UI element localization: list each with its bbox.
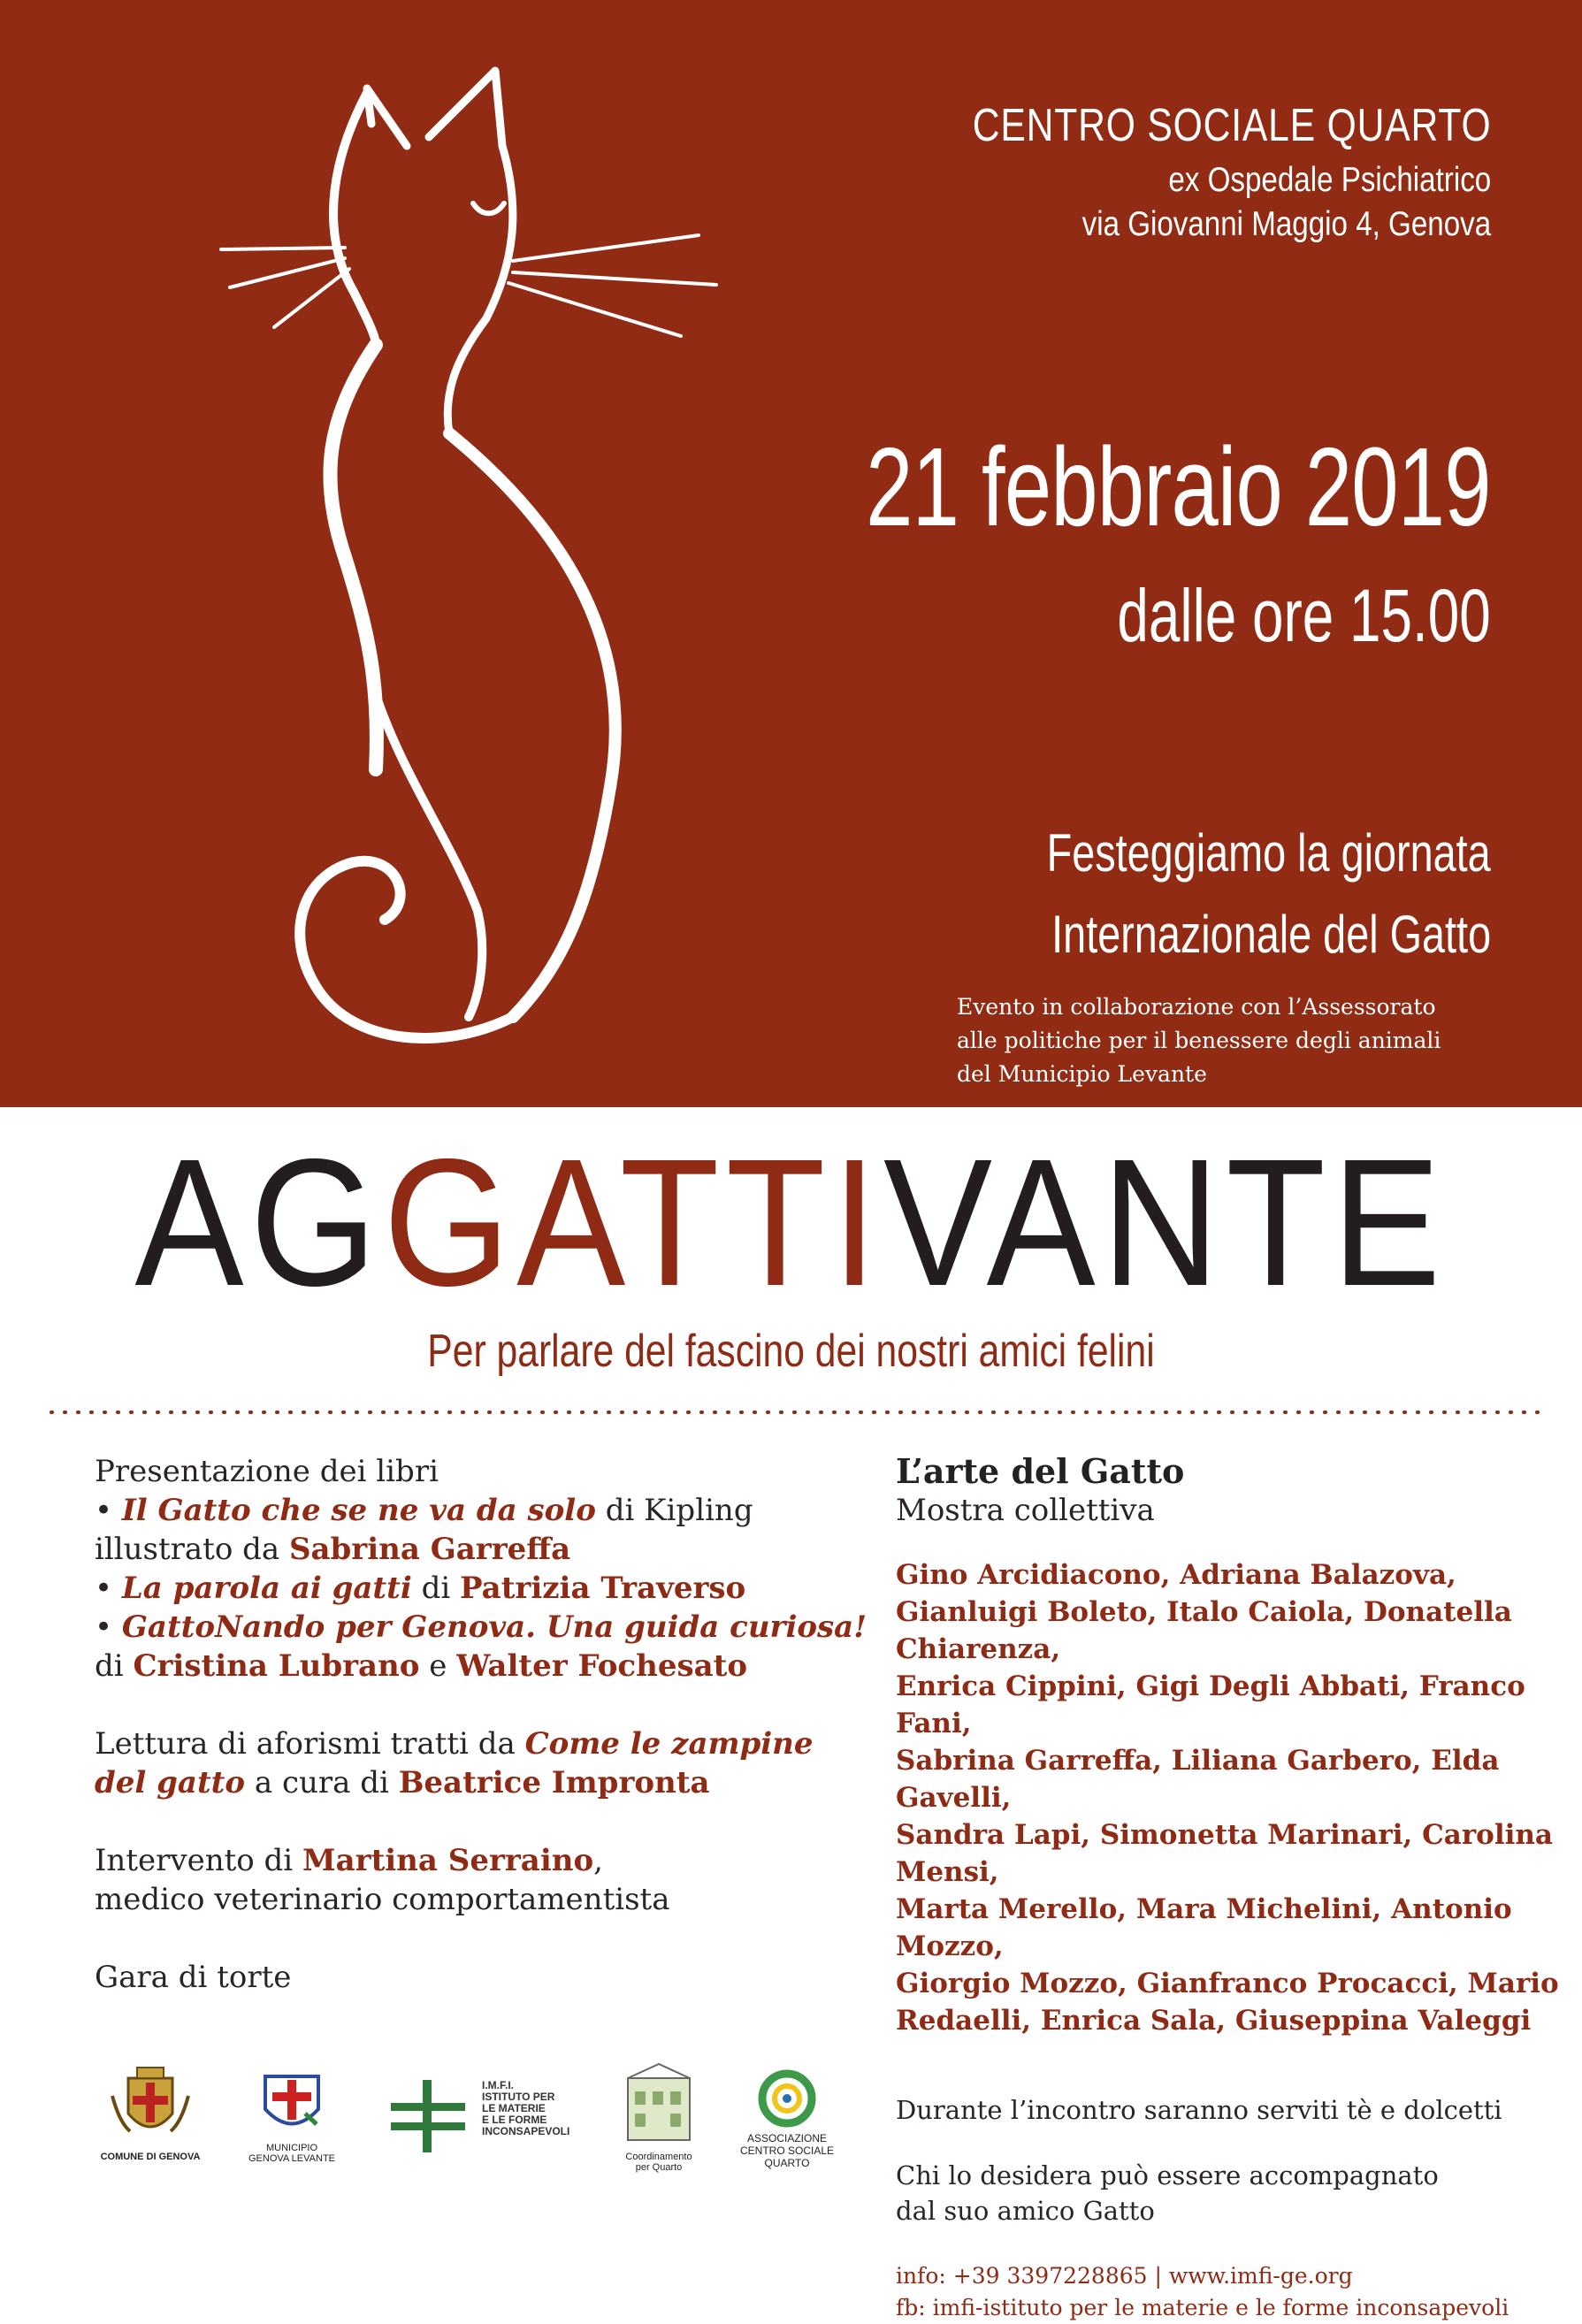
building-icon <box>619 2060 699 2149</box>
illustrator-name: Sabrina Garreffa <box>288 1532 571 1567</box>
coat-of-arms-icon <box>102 2060 199 2149</box>
event-time: dalle ore 15.00 <box>1117 574 1491 657</box>
venue-name: CENTRO SOCIALE QUARTO <box>972 100 1491 151</box>
associazione-logo <box>734 2068 840 2169</box>
municipio-logo <box>248 2069 336 2164</box>
book-2-title: La parola ai gatti <box>121 1571 412 1606</box>
talk-line: Intervento di Martina Serraino, <box>95 1843 603 1878</box>
and-label: e <box>429 1648 447 1684</box>
festival-line-1: Festeggiamo la giornata <box>1046 823 1491 883</box>
imfi-cross-icon <box>380 2076 478 2156</box>
exhibit-title: L’arte del Gatto <box>896 1451 1185 1491</box>
venue-address: via Giovanni Maggio 4, Genova <box>1081 205 1491 243</box>
refreshments-note: Durante l’incontro saranno serviti tè e dolcetti <box>896 2095 1502 2125</box>
header-banner <box>0 0 1582 1107</box>
artists-line: Sandra Lapi, Simonetta Marinari, Carolina Mensi, <box>896 1819 1554 1888</box>
book-1-illustrator-line <box>95 1530 873 1569</box>
event-subtitle: Per parlare del fascino dei nostri amici felini <box>427 1326 1155 1377</box>
exhibit-subtitle: Mostra collettiva <box>896 1493 1155 1528</box>
municipio-label-1: MUNICIPIO <box>265 2143 318 2153</box>
book-3: • GattoNando per Genova. Una guida curiosa! <box>95 1609 867 1645</box>
festival-line-2: Internazionale del Gatto <box>1051 905 1491 964</box>
imfi-label-5: INCONSAPEVOLI <box>482 2125 570 2137</box>
artists-list <box>896 1556 1568 2039</box>
title-part-2: GATTI <box>383 1121 884 1324</box>
talk-role: medico veterinario comportamentista <box>95 1882 670 1917</box>
book-1-author: di Kipling <box>605 1493 753 1528</box>
books-heading: Presentazione dei libri <box>95 1454 439 1489</box>
artists-line: Gianluigi Boleto, Italo Caiola, Donatella Chiarenza, <box>896 1596 1512 1665</box>
comune-label: COMUNE DI GENOVA <box>100 2152 201 2162</box>
artists-line: Redaelli, Enrica Sala, Giuseppina Valeggi <box>896 2005 1532 2037</box>
reading-intro: Lettura di aforismi tratti da <box>95 1726 516 1762</box>
artists-line: Marta Merello, Mara Michelini, Antonio Mozzo, <box>896 1893 1512 1962</box>
artists-line: Gino Arcidiacono, Adriana Balazova, <box>896 1559 1456 1591</box>
venue-subtitle: ex Ospedale Psichiatrico <box>1168 161 1491 199</box>
cat-illustration <box>221 62 929 1088</box>
collaboration-note <box>957 990 1523 1091</box>
event-date: 21 febbraio 2019 <box>866 424 1491 549</box>
artists-line: Enrica Cippini, Gigi Degli Abbati, Franco Fani, <box>896 1670 1525 1739</box>
dotted-divider <box>49 1410 1552 1415</box>
reading-line-1 <box>95 1724 873 1763</box>
exhibit-column <box>896 1452 1568 2324</box>
illustrated-by-label: illustrato da <box>95 1532 280 1567</box>
care-label: a cura di <box>254 1765 389 1800</box>
reading-line-2 <box>95 1763 873 1802</box>
talk-person: Martina Serraino <box>302 1843 594 1878</box>
comune-genova-logo <box>97 2060 203 2162</box>
artists-line: Giorgio Mozzo, Gianfranco Procacci, Mario <box>896 1968 1559 1999</box>
by-label: di <box>421 1571 451 1606</box>
sponsor-logos <box>0 2060 884 2220</box>
contest: Gara di torte <box>95 1960 292 1995</box>
coordinamento-logo <box>610 2060 707 2173</box>
imfi-label-4: E LE FORME <box>482 2114 547 2126</box>
collab-line: alle politiche per il benessere degli animali <box>957 1028 1441 1053</box>
companion-note-2: dal suo amico Gatto <box>896 2196 1155 2226</box>
title-part-3: VANTE <box>883 1121 1448 1324</box>
coord-label-2: per Quarto <box>635 2162 683 2173</box>
program-column <box>95 1452 873 1997</box>
assoc-label-3: QUARTO <box>764 2157 810 2169</box>
collab-line: Evento in collaborazione con l’Assessorato <box>957 994 1436 1020</box>
book-3-title: GattoNando per Genova. Una guida curiosa! <box>121 1609 867 1645</box>
book-3-author-1: Cristina Lubrano <box>133 1648 420 1684</box>
municipio-label-2: GENOVA LEVANTE <box>248 2153 335 2164</box>
collab-line: del Municipio Levante <box>957 1061 1207 1087</box>
contact-info[interactable]: info: +39 3397228865 | www.imfi-ge.org <box>896 2263 1353 2289</box>
reading-person: Beatrice Impronta <box>398 1765 710 1800</box>
circle-logo-icon <box>756 2068 818 2129</box>
imfi-label-3: LE MATERIE <box>482 2102 546 2114</box>
imfi-label-2: ISTITUTO PER <box>482 2091 555 2103</box>
companion-note-1: Chi lo desidera può essere accompagnato <box>896 2160 1439 2190</box>
book-3-author-2: Walter Fochesato <box>456 1648 748 1684</box>
reading-title-2: del gatto <box>95 1765 246 1800</box>
reading-title-1: Come le zampine <box>524 1726 814 1762</box>
artists-line: Sabrina Garreffa, Liliana Garbero, Elda Gavelli, <box>896 1745 1500 1814</box>
title-part-1: AG <box>134 1121 384 1324</box>
imfi-label-1: I.M.F.I. <box>482 2079 514 2091</box>
assoc-label-1: ASSOCIAZIONE <box>746 2132 828 2144</box>
coord-label-1: Coordinamento <box>625 2152 692 2162</box>
assoc-label-2: CENTRO SOCIALE <box>739 2144 835 2157</box>
event-title <box>79 1119 1502 1327</box>
book-2: • La parola ai gatti di Patrizia Traverso <box>95 1571 746 1606</box>
facebook-info[interactable]: fb: imfi-istituto per le materie e le forme inconsapevoli <box>896 2295 1509 2320</box>
by-label: di <box>95 1648 124 1684</box>
book-1: • Il Gatto che se ne va da solo di Kipling <box>95 1493 753 1528</box>
shield-icon <box>256 2069 327 2140</box>
talk-intro: Intervento di <box>95 1843 294 1878</box>
book-1-title: Il Gatto che se ne va da solo <box>121 1493 596 1528</box>
book-2-author: Patrizia Traverso <box>460 1571 746 1606</box>
book-3-authors <box>95 1647 873 1686</box>
